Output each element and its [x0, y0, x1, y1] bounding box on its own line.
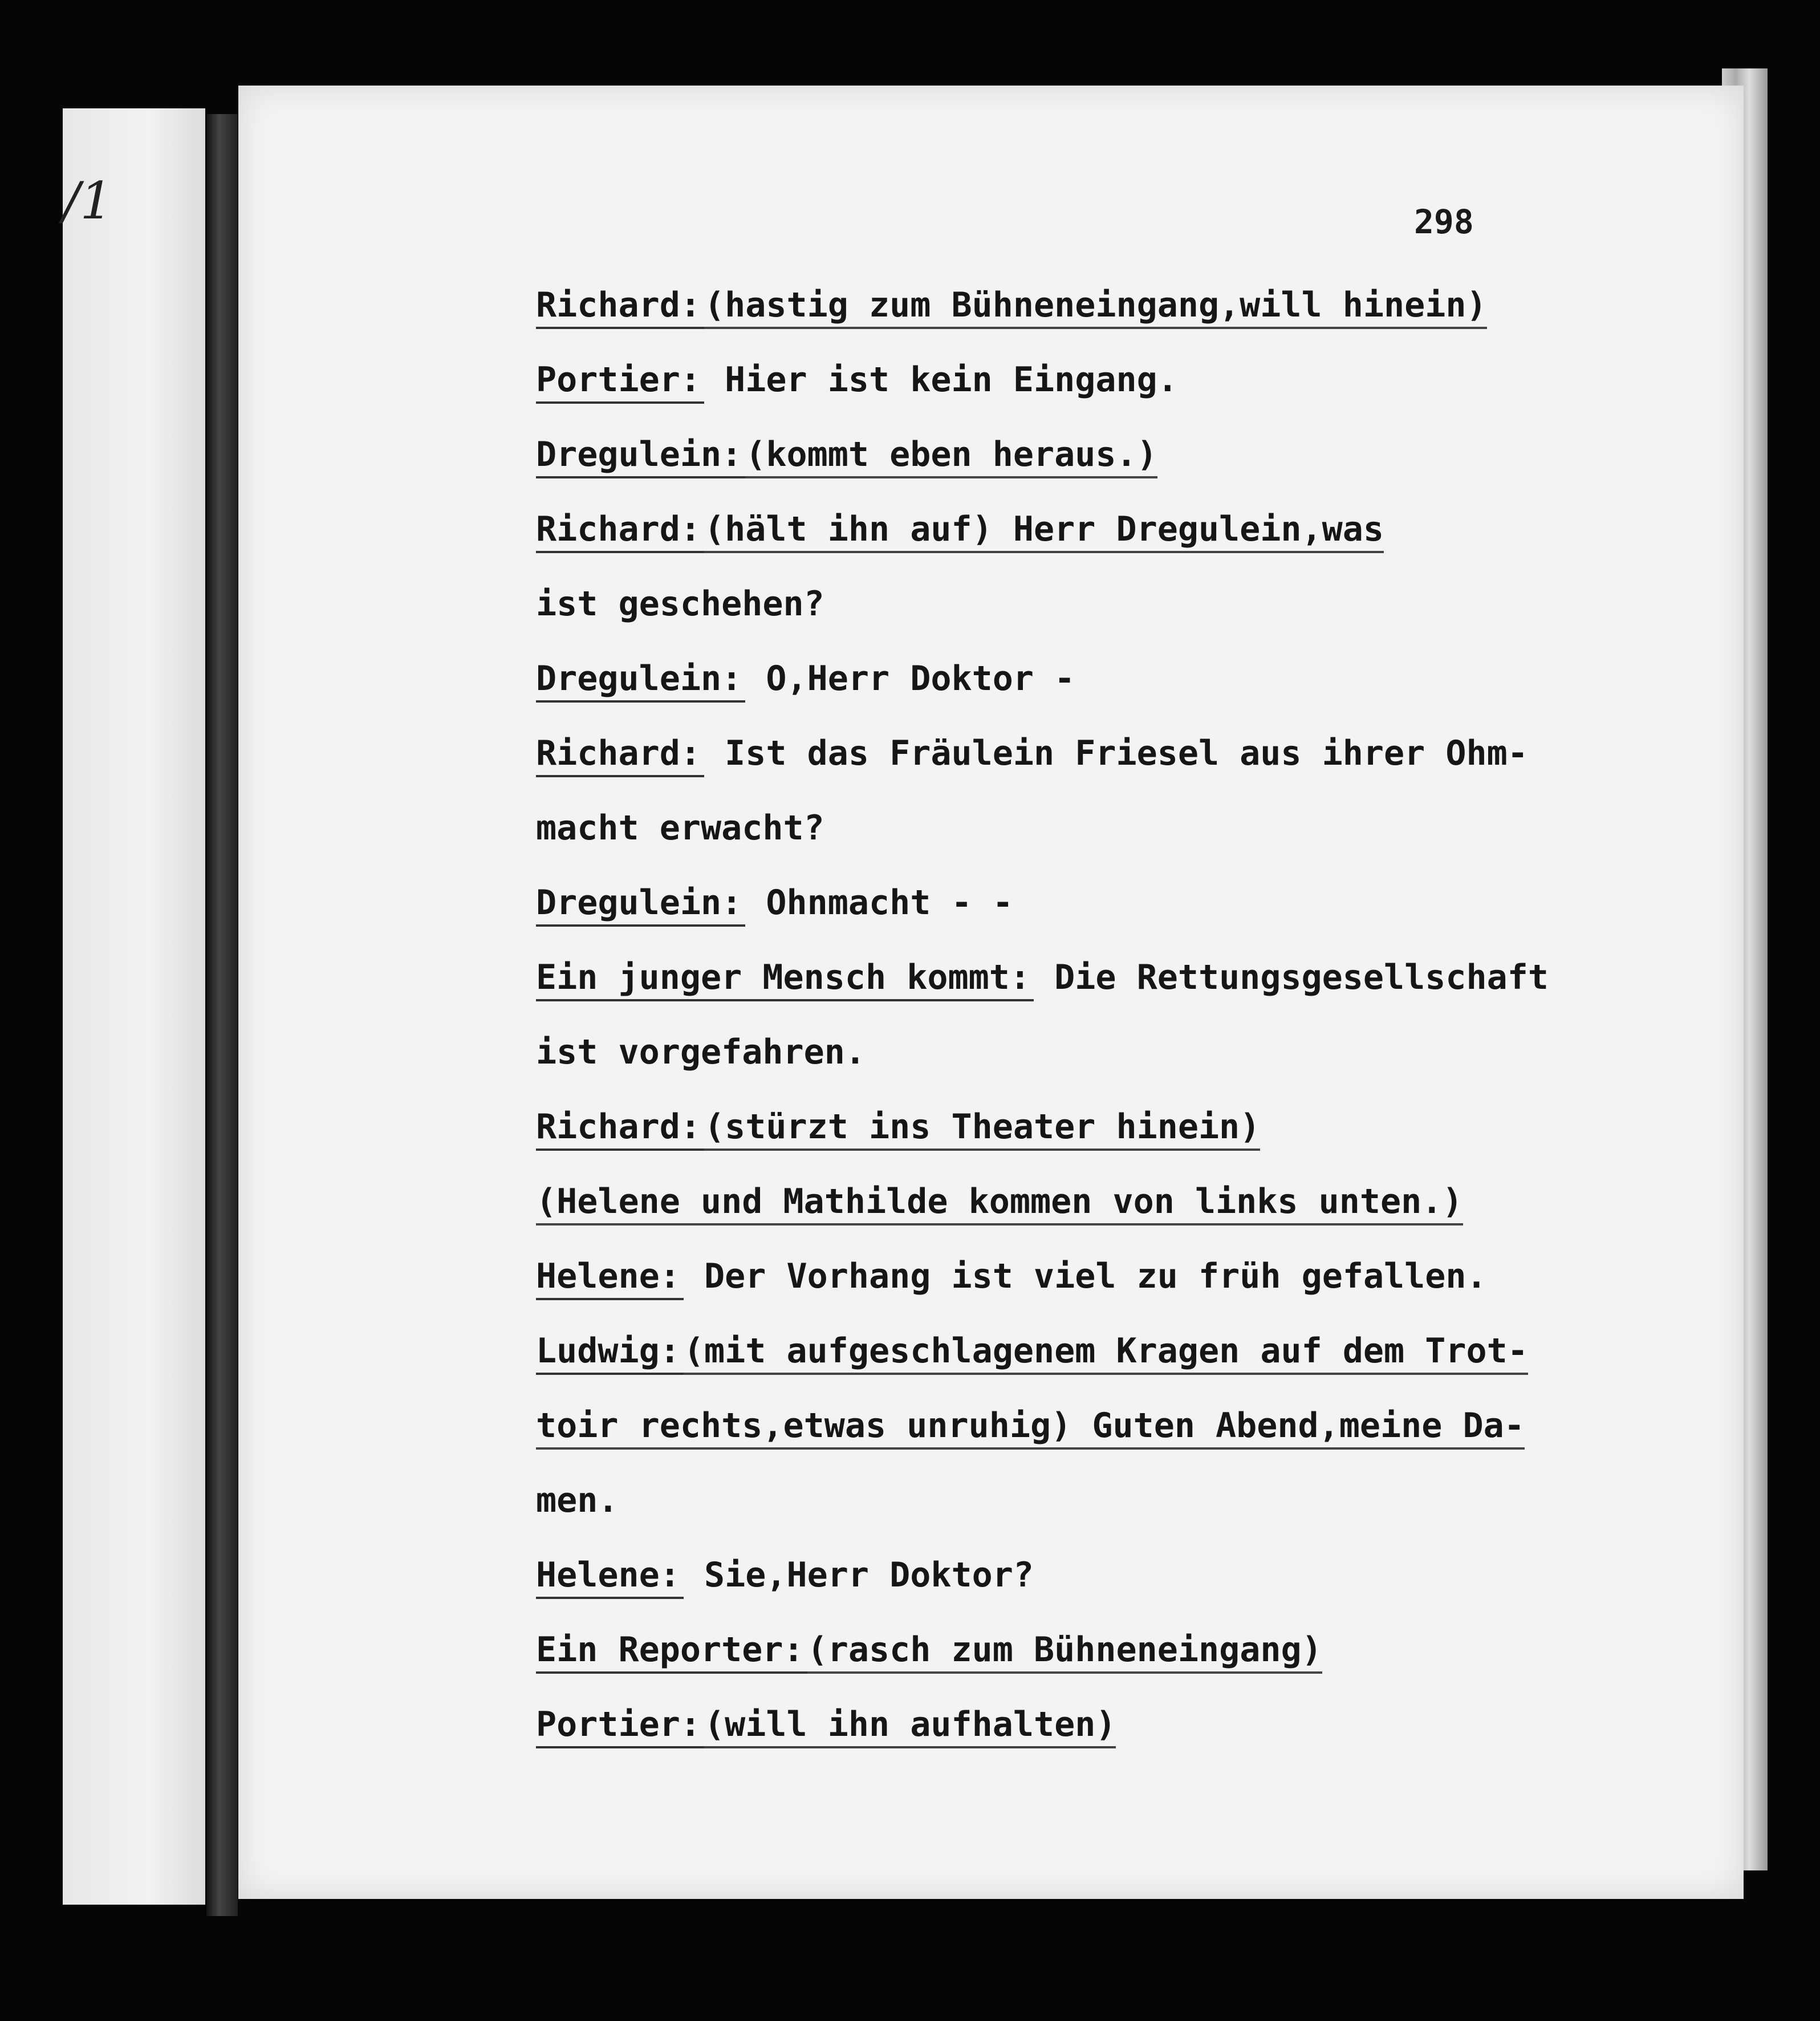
- speaker-name: Richard:: [536, 283, 704, 329]
- script-line: [536, 1463, 1665, 1538]
- script-line: [536, 567, 1665, 642]
- page-spine: [206, 114, 238, 1916]
- line-text: toir rechts,etwas unruhig) Guten Abend,meine Da-: [536, 1404, 1525, 1450]
- line-text: Der Vorhang ist viel zu früh gefallen.: [704, 1256, 1487, 1296]
- script-line: [536, 417, 1665, 492]
- speaker-name: Ludwig:: [536, 1329, 684, 1375]
- speaker-name: Helene:: [536, 1255, 684, 1300]
- script-line: [536, 1389, 1665, 1463]
- line-text: Die Rettungsgesellschaft: [1054, 957, 1549, 997]
- speaker-name: Dregulein:: [536, 433, 745, 478]
- line-text: macht erwacht?: [536, 808, 824, 848]
- speaker-name: Ein Reporter:: [536, 1628, 807, 1674]
- script-line: [536, 1164, 1665, 1239]
- script-line: [536, 268, 1665, 343]
- line-text: O,Herr Doktor -: [766, 659, 1075, 699]
- script-line: [536, 492, 1665, 567]
- line-text: (rasch zum Bühneneingang): [807, 1628, 1322, 1674]
- line-text: (hastig zum Bühneneingang,will hinein): [704, 283, 1487, 329]
- line-text: ist geschehen?: [536, 584, 824, 624]
- script-line: [536, 1015, 1665, 1090]
- script-line: [536, 343, 1665, 417]
- script-line: [536, 1314, 1665, 1389]
- script-line: [536, 716, 1665, 791]
- speaker-name: Richard:: [536, 508, 704, 553]
- script-line: [536, 791, 1665, 866]
- speaker-name: Portier:: [536, 358, 704, 404]
- speaker-name: Dregulein:: [536, 881, 745, 927]
- margin-mark: /1: [63, 171, 113, 231]
- line-text: men.: [536, 1480, 619, 1520]
- binding-strip: [63, 108, 205, 1905]
- line-text: (hält ihn auf) Herr Dregulein,was: [704, 508, 1384, 553]
- line-text: (mit aufgeschlagenem Kragen auf dem Trot-: [684, 1329, 1528, 1375]
- line-text: Ist das Fräulein Friesel aus ihrer Ohm-: [725, 733, 1528, 773]
- line-text: Ohnmacht - -: [766, 883, 1013, 923]
- line-text: (Helene und Mathilde kommen von links unten.): [536, 1180, 1463, 1225]
- speaker-name: Helene:: [536, 1553, 684, 1599]
- line-text: (stürzt ins Theater hinein): [704, 1105, 1260, 1151]
- line-text: Sie,Herr Doktor?: [704, 1555, 1034, 1595]
- line-text: ist vorgefahren.: [536, 1032, 866, 1072]
- line-text: (kommt eben heraus.): [745, 433, 1157, 478]
- speaker-name: Dregulein:: [536, 657, 745, 703]
- script-line: [536, 1613, 1665, 1687]
- script-line: [536, 642, 1665, 716]
- speaker-name: Ein junger Mensch kommt:: [536, 956, 1034, 1001]
- speaker-name: Richard:: [536, 1105, 704, 1151]
- script-line: [536, 1687, 1665, 1762]
- script-line: [536, 866, 1665, 940]
- speaker-name: Richard:: [536, 732, 704, 777]
- script-line: [536, 1538, 1665, 1613]
- script-line: [536, 940, 1665, 1015]
- script-line: [536, 1090, 1665, 1164]
- line-text: Hier ist kein Eingang.: [725, 360, 1178, 400]
- speaker-name: Portier:: [536, 1703, 704, 1748]
- script-text: [536, 268, 1665, 1762]
- page-number: 298: [1414, 202, 1474, 241]
- line-text: (will ihn aufhalten): [704, 1703, 1116, 1748]
- script-line: [536, 1239, 1665, 1314]
